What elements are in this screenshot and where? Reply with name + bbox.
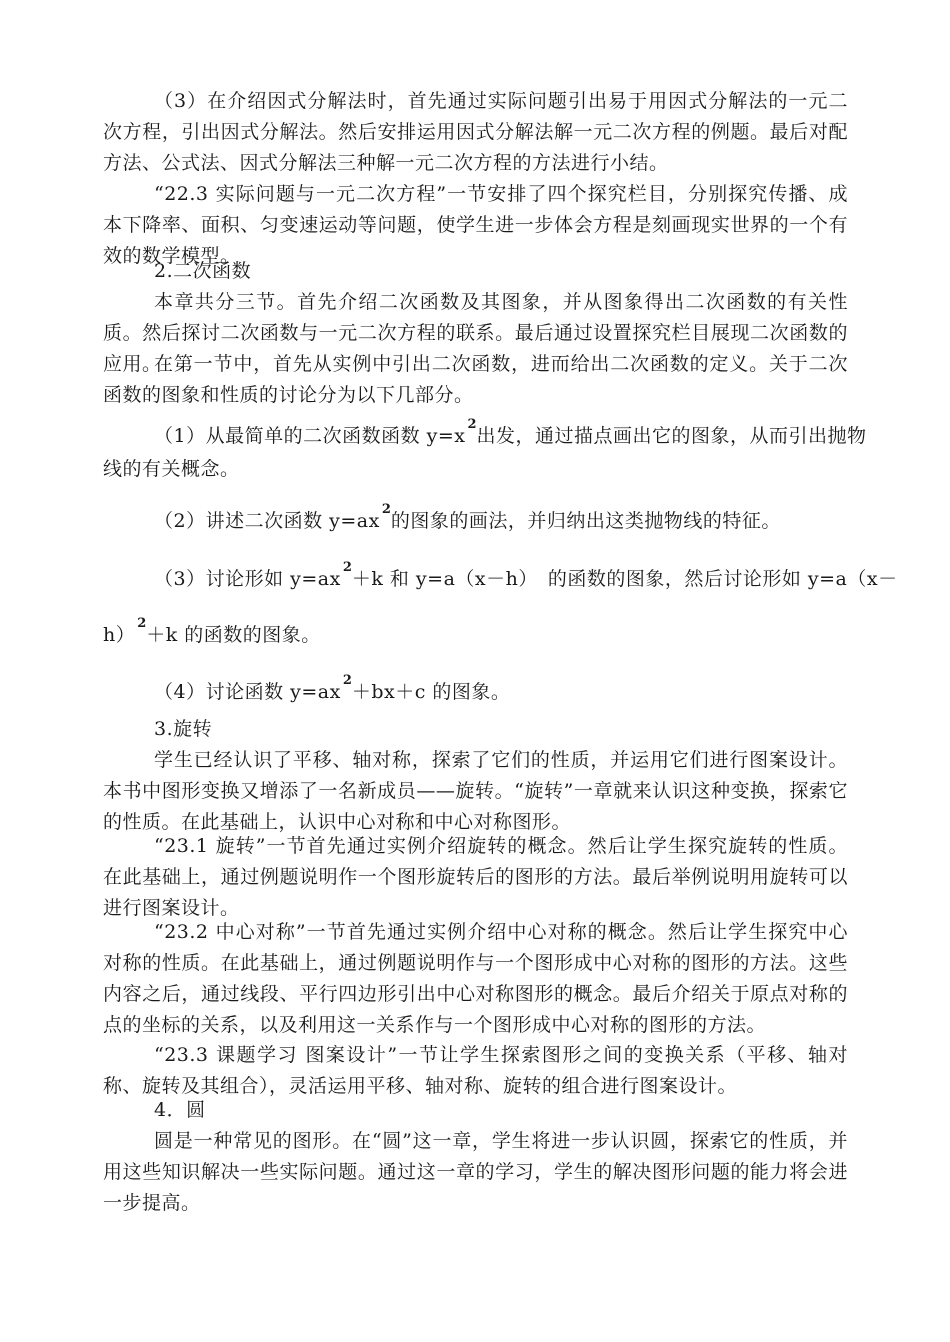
list-item-3-line-2 (103, 616, 863, 653)
paragraph-23-3-pattern-design: “23.3 课题学习 图案设计”一节让学生探索图形之间的变换关系（平移、轴对称、旋转及其组合），灵活运用平移、轴对称、旋转的组合进行图案设计。 (103, 1044, 848, 1097)
heading-circle: 4．圆 (154, 1099, 206, 1121)
list-item-1-line-2: 线的有关概念。 (103, 458, 240, 480)
item-4-superscript: 2 (342, 673, 353, 688)
paragraph-circle-intro: 圆是一种常见的图形。在“圆”这一章，学生将进一步认识圆，探索它的性质，并用这些知识解决一些实际问题。通过这一章的学习，学生的解决图形问题的能力将会进一步提高。 (103, 1130, 848, 1214)
item-2-superscript: 2 (381, 502, 392, 517)
item-4-text-b: ＋bx＋c 的图象。 (351, 681, 511, 703)
item-3-text-b: ＋k 和 y=a（x－h） 的函数的图象，然后讨论形如 y=a（x－ (351, 568, 898, 590)
paragraph-22-3-practical-problems: “22.3 实际问题与一元二次方程”一节安排了四个探究栏目，分别探究传播、成本下降率、面积、匀变速运动等问题，使学生进一步体会方程是刻画现实世界的一个有效的数学模型。 (103, 183, 848, 267)
paragraph-23-1-rotation: “23.1 旋转”一节首先通过实例介绍旋转的概念。然后让学生探究旋转的性质。在此基础上，通过例题说明作一个图形旋转后的图形的方法。最后举例说明用旋转可以进行图案设计。 (103, 835, 848, 919)
list-item-3-line-1 (154, 560, 914, 597)
item-3-text-a: （3）讨论形如 y=ax (154, 568, 341, 590)
paragraph-factorization: （3）在介绍因式分解法时，首先通过实际问题引出易于用因式分解法的一元二次方程，引出因式分解法。然后安排运用因式分解法解一元二次方程的例题。最后对配方法、公式法、因式分解法三种解一元二次方程的方法进行小结。 (103, 90, 848, 174)
item-3-superscript-2: 2 (137, 616, 147, 631)
heading-quadratic-function: 2.二次函数 (154, 260, 252, 282)
list-item-2 (154, 502, 914, 539)
item-1-text-b: 出发，通过描点画出它的图象，从而引出抛物 (476, 425, 867, 447)
item-2-text-b: 的图象的画法，并归纳出这类抛物线的特征。 (390, 510, 781, 532)
paragraph-first-section: 在第一节中，首先从实例中引出二次函数，进而给出二次函数的定义。关于二次函数的图象和性质的讨论分为以下几部分。 (103, 353, 848, 406)
heading-rotation: 3.旋转 (154, 718, 213, 740)
paragraph-23-2-central-symmetry: “23.2 中心对称”一节首先通过实例介绍中心对称的概念。然后让学生探究中心对称的性质。在此基础上，通过例题说明作与一个图形成中心对称的图形的方法。这些内容之后，通过线段、平行四边形引出中心对称图形的概念。最后介绍关于原点对称的点的坐标的关系，以及利用这一关系作与一个图形成中心对称的图形的方法。 (103, 921, 848, 1036)
list-item-4 (154, 673, 914, 710)
item-1-superscript: 2 (467, 417, 478, 432)
paragraph-rotation-intro: 学生已经认识了平移、轴对称，探索了它们的性质，并运用它们进行图案设计。本书中图形变换又增添了一名新成员——旋转。“旋转”一章就来认识这种变换，探索它的性质。在此基础上，认识中心对称和中心对称图形。 (103, 749, 848, 833)
item-3-superscript: 2 (342, 560, 353, 575)
item-1-text-a: （1）从最简单的二次函数函数 y=x (154, 425, 466, 447)
item-3-text-c: h） (103, 624, 136, 646)
item-3-text-d: ＋k 的函数的图象。 (146, 624, 321, 646)
item-2-text-a: （2）讲述二次函数 y=ax (154, 510, 380, 532)
item-4-text-a: （4）讨论函数 y=ax (154, 681, 341, 703)
list-item-1-line-1 (154, 417, 914, 454)
paragraph-chapter-overview: 本章共分三节。首先介绍二次函数及其图象，并从图象得出二次函数的有关性质。然后探讨二次函数与一元二次方程的联系。最后通过设置探究栏目展现二次函数的应用。 (103, 291, 848, 375)
